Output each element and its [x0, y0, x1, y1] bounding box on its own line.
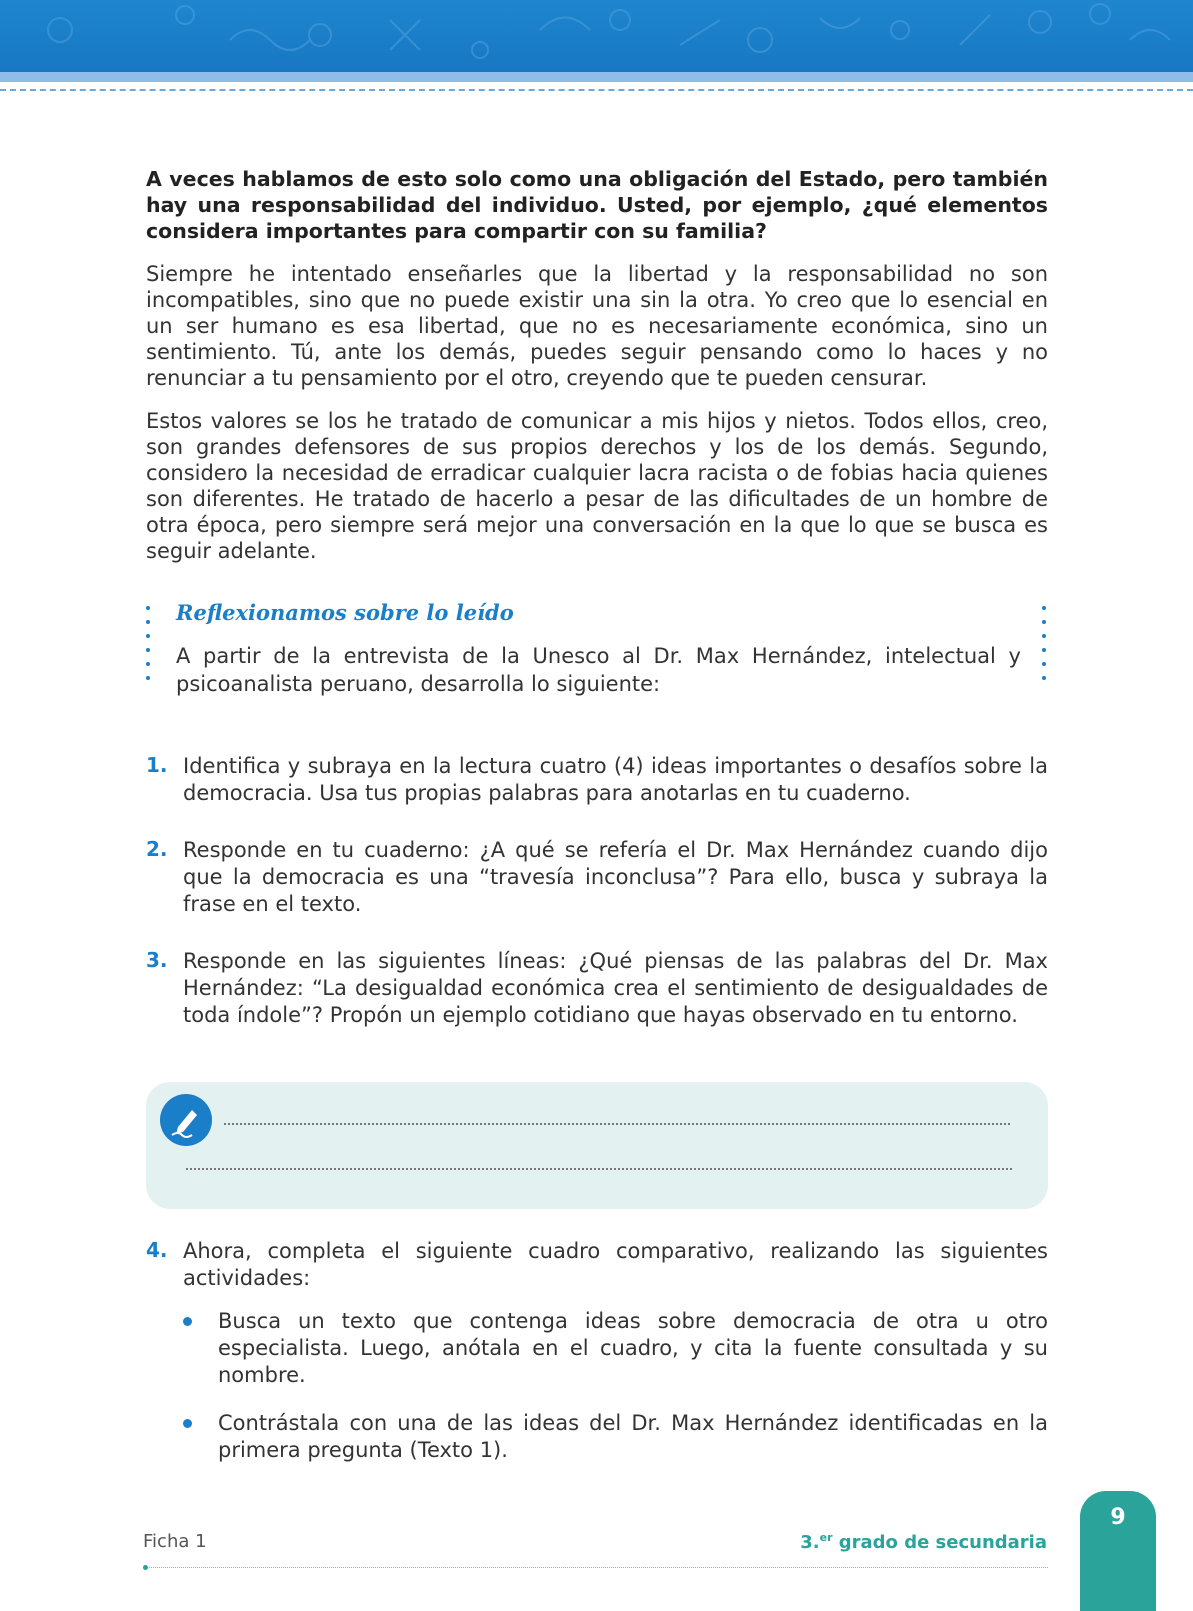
bullet-item-2 [183, 1410, 1048, 1464]
question-4 [146, 1238, 1048, 1292]
question-number: 1. [146, 753, 168, 777]
question-3 [146, 948, 1048, 1029]
question-number: 4. [146, 1238, 168, 1262]
footer-dot [143, 1565, 148, 1570]
question-text: Responde en tu cuaderno: ¿A qué se refería el Dr. Max Hernández cuando dijo que la democracia es una “travesía inconclusa”? Para ello, busca y subraya la frase en el texto. [183, 838, 1048, 916]
bullet-item-1 [183, 1308, 1048, 1389]
reflection-body: A partir de la entrevista de la Unesco al Dr. Max Hernández, intelectual y psicoanalista peruano, desarrolla lo siguiente: [176, 644, 1021, 696]
banner-doodles [0, 0, 1193, 72]
bullet-text: Contrástala con una de las ideas del Dr. Max Hernández identificadas en la primera pregunta (Texto 1). [218, 1411, 1048, 1462]
question-text: Identifica y subraya en la lectura cuatro (4) ideas importantes o desafíos sobre la democracia. Usa tus propias palabras para anotarlas en tu cuaderno. [183, 754, 1048, 805]
intro-question: A veces hablamos de esto solo como una obligación del Estado, pero también hay una responsabilidad del individuo. Usted, por ejemplo, ¿qué elementos considera importantes para compartir con su familia? [146, 167, 1048, 243]
header-banner [0, 0, 1193, 72]
reflection-title: Reflexionamos sobre lo leído [176, 600, 514, 625]
reflection-section [146, 600, 1048, 705]
header-strip [0, 72, 1193, 82]
footer-worksheet-label: Ficha 1 [143, 1531, 207, 1552]
question-text: Responde en las siguientes líneas: ¿Qué piensas de las palabras del Dr. Max Hernández: “La desigualdad económica crea el sentimiento de desigualdades de toda índole”? Propón un ejemplo cotidiano que hayas observado en tu entorno. [183, 949, 1048, 1027]
question-text: Ahora, completa el siguiente cuadro comparativo, realizando las siguientes actividades: [183, 1239, 1048, 1290]
answer-line-2[interactable] [186, 1168, 1012, 1170]
question-1 [146, 753, 1048, 807]
bullet-icon [183, 1317, 192, 1326]
dotted-border-left [146, 606, 152, 690]
grade-number: 3. [800, 1532, 820, 1553]
dotted-border-right [1042, 606, 1048, 690]
answer-box[interactable] [146, 1082, 1048, 1209]
page-number: 9 [1110, 1505, 1126, 1530]
paragraph-2: Estos valores se los he tratado de comunicar a mis hijos y nietos. Todos ellos, creo, son grandes defensores de sus propios derechos y los de los demás. Segundo, considero la necesidad de erradicar cualquier lacra racista o de fobias hacia quienes son diferentes. He tratado de hacerlo a pesar de las dificultades de un hombre de otra época, pero siempre será mejor una conversación en la que lo que se busca es seguir adelante. [146, 409, 1048, 563]
bullet-icon [183, 1419, 192, 1428]
answer-line-1[interactable] [224, 1123, 1010, 1125]
paragraph-1: Siempre he intentado enseñarles que la libertad y la responsabilidad no son incompatibles, sino que no puede existir una sin la otra. Yo creo que lo esencial en un ser humano es esa libertad, que no es necesariamente económica, sino un sentimiento. Tú, ante los demás, puedes seguir pensando como lo haces y no renunciar a tu pensamiento por el otro, creyendo que te pueden censurar. [146, 262, 1048, 390]
grade-suffix: er [819, 1531, 833, 1544]
grade-text: grado de secundaria [832, 1532, 1047, 1553]
bullet-text: Busca un texto que contenga ideas sobre democracia de otra u otro especialista. Luego, anótala en el cuadro, y cita la fuente consultada y su nombre. [218, 1309, 1048, 1387]
question-number: 2. [146, 837, 168, 861]
page-number-tab [1080, 1491, 1156, 1611]
footer-grade-label [800, 1531, 1047, 1553]
pencil-icon [160, 1094, 212, 1146]
header-divider [0, 89, 1193, 91]
footer-divider [143, 1567, 1048, 1568]
question-2 [146, 837, 1048, 918]
question-number: 3. [146, 948, 168, 972]
